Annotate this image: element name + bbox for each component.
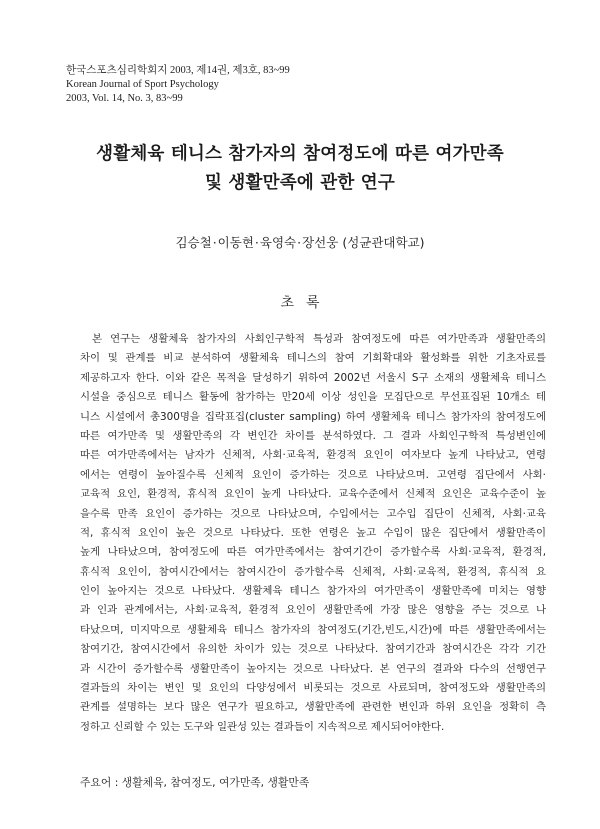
author-separator: ·: [254, 235, 259, 250]
keywords-text: 생활체육, 참여정도, 여가만족, 생활만족: [121, 776, 310, 789]
abstract-line: 을수록 만족 요인이 증가하는 것으로 나타났으며, 수입에서는 고수입 집단이 신체적, 사회·교육: [80, 507, 546, 520]
journal-header-volume: 2003, Vol. 14, No. 3, 83~99: [66, 93, 183, 104]
paper-title: [40, 140, 560, 198]
abstract-line: 과 인과 관계에서는, 사회·교육적, 환경적 요인이 생활만족에 가장 많은 영향을 주는 것으로 나: [80, 604, 546, 617]
abstract-line: 에서는 연령이 높아질수록 신체적 요인이 증가하는 것으로 나타났으며. 고연령 집단에서 사회·: [80, 468, 546, 481]
abstract-line: 과 시간이 증가할수록 생활만족이 높아지는 것으로 나타났다. 본 연구의 결과와 다수의 선행연구: [80, 662, 546, 675]
author-list: [0, 233, 600, 251]
abstract-line: 니스 시설에서 총300명을 집락표집(cluster sampling) 하여 생활체육 테니스 참가자의 참여정도에: [80, 410, 546, 423]
abstract-line: 관계를 설명하는 보다 많은 연구가 필요하고, 생활만족에 관련한 변인과 하위 요인을 정확히 측: [80, 701, 546, 714]
author-separator: ·: [297, 235, 302, 250]
abstract-line: 높게 나타났으며, 참여정도에 따른 여가만족에서는 참여기간이 증가할수록 사회·교육적, 환경적,: [80, 546, 546, 559]
abstract-heading: 초록: [280, 295, 332, 311]
abstract-line: 따른 여가만족에서는 남자가 신체적, 사회·교육적, 환경적 요인이 여자보다 높게 나타났고, 연령: [80, 449, 546, 462]
abstract-line: 적, 휴식적 요인이 높은 것으로 나타났다. 또한 연령은 높고 수입이 많은 집단에서 생활만족이: [80, 526, 546, 539]
paper-title-line-1: 생활체육 테니스 참가자의 참여정도에 따른 여가만족: [96, 144, 504, 164]
abstract-line: 시설을 중심으로 테니스 활동에 참가하는 만20세 이상 성인을 모집단으로 무선표집된 10개소 테: [80, 391, 546, 404]
abstract-line: 차이 및 관계를 비교 분석하여 생활체육 테니스의 참여 기회확대와 활성화를 위한 기초자료를: [80, 352, 546, 365]
author-name: 김승철: [175, 235, 212, 250]
author-name: 육영숙: [259, 235, 297, 250]
abstract-line: 결과들의 차이는 변인 및 요인의 다양성에서 비롯되는 것으로 사료되며, 참여정도와 생활만족의: [80, 682, 546, 695]
abstract-body: [80, 330, 546, 737]
author-separator: ·: [212, 235, 217, 250]
abstract-line: 정하고 신뢰할 수 있는 도구와 일관성 있는 결과들이 지속적으로 제시되어야한다.: [80, 720, 445, 733]
abstract-line: 따른 여가만족 및 생활만족의 각 변인간 차이를 분석하였다. 그 결과 사회인구학적 특성변인에: [80, 429, 546, 442]
author-name: 장선웅: [302, 235, 339, 250]
abstract-line: 인이 높아지는 것으로 나타났다. 생활체육 테니스 참가자의 여가만족이 생활만족에 미치는 영향: [80, 585, 546, 598]
author-name: 이동현: [217, 235, 254, 250]
keywords-label: 주요어 :: [80, 776, 119, 789]
journal-header: [66, 64, 290, 106]
abstract-line: 본 연구는 생활체육 참가자의 사회인구학적 특성과 참여정도에 따른 여가만족과 생활만족의: [92, 333, 546, 345]
abstract-line: 참여기간, 참여시간에서 유의한 차이가 있는 것으로 나타났다. 참여기간과 참여시간은 각각 기간: [80, 643, 546, 656]
author-affiliation: (성균관대학교): [342, 235, 425, 250]
keywords: [80, 775, 309, 790]
abstract-line: 교육적 요인, 환경적, 휴식적 요인이 높게 나타났다. 교육수준에서 신체적 요인은 교육수준이 높: [80, 488, 546, 501]
abstract-line: 휴식적 요인이, 참여시간에서는 참여시간이 증가할수록 신체적, 사회·교육적, 환경적, 휴식적 요: [80, 565, 546, 578]
journal-header-korean: 한국스포츠심리학회지 2003, 제14권, 제3호, 83~99: [66, 65, 290, 76]
paper-title-line-2: 및 생활만족에 관한 연구: [205, 173, 395, 193]
journal-header-english: Korean Journal of Sport Psychology: [66, 79, 219, 90]
abstract-line: 제공하고자 한다. 이와 같은 목적을 달성하기 위하여 2002년 서울시 S구 소재의 생활체육 테니스: [80, 371, 546, 384]
abstract-line: 타났으며, 미지막으로 생활체육 테니스 참가자의 참여정도(기간,빈도,시간)에 따른 생활만족에서는: [80, 623, 546, 636]
